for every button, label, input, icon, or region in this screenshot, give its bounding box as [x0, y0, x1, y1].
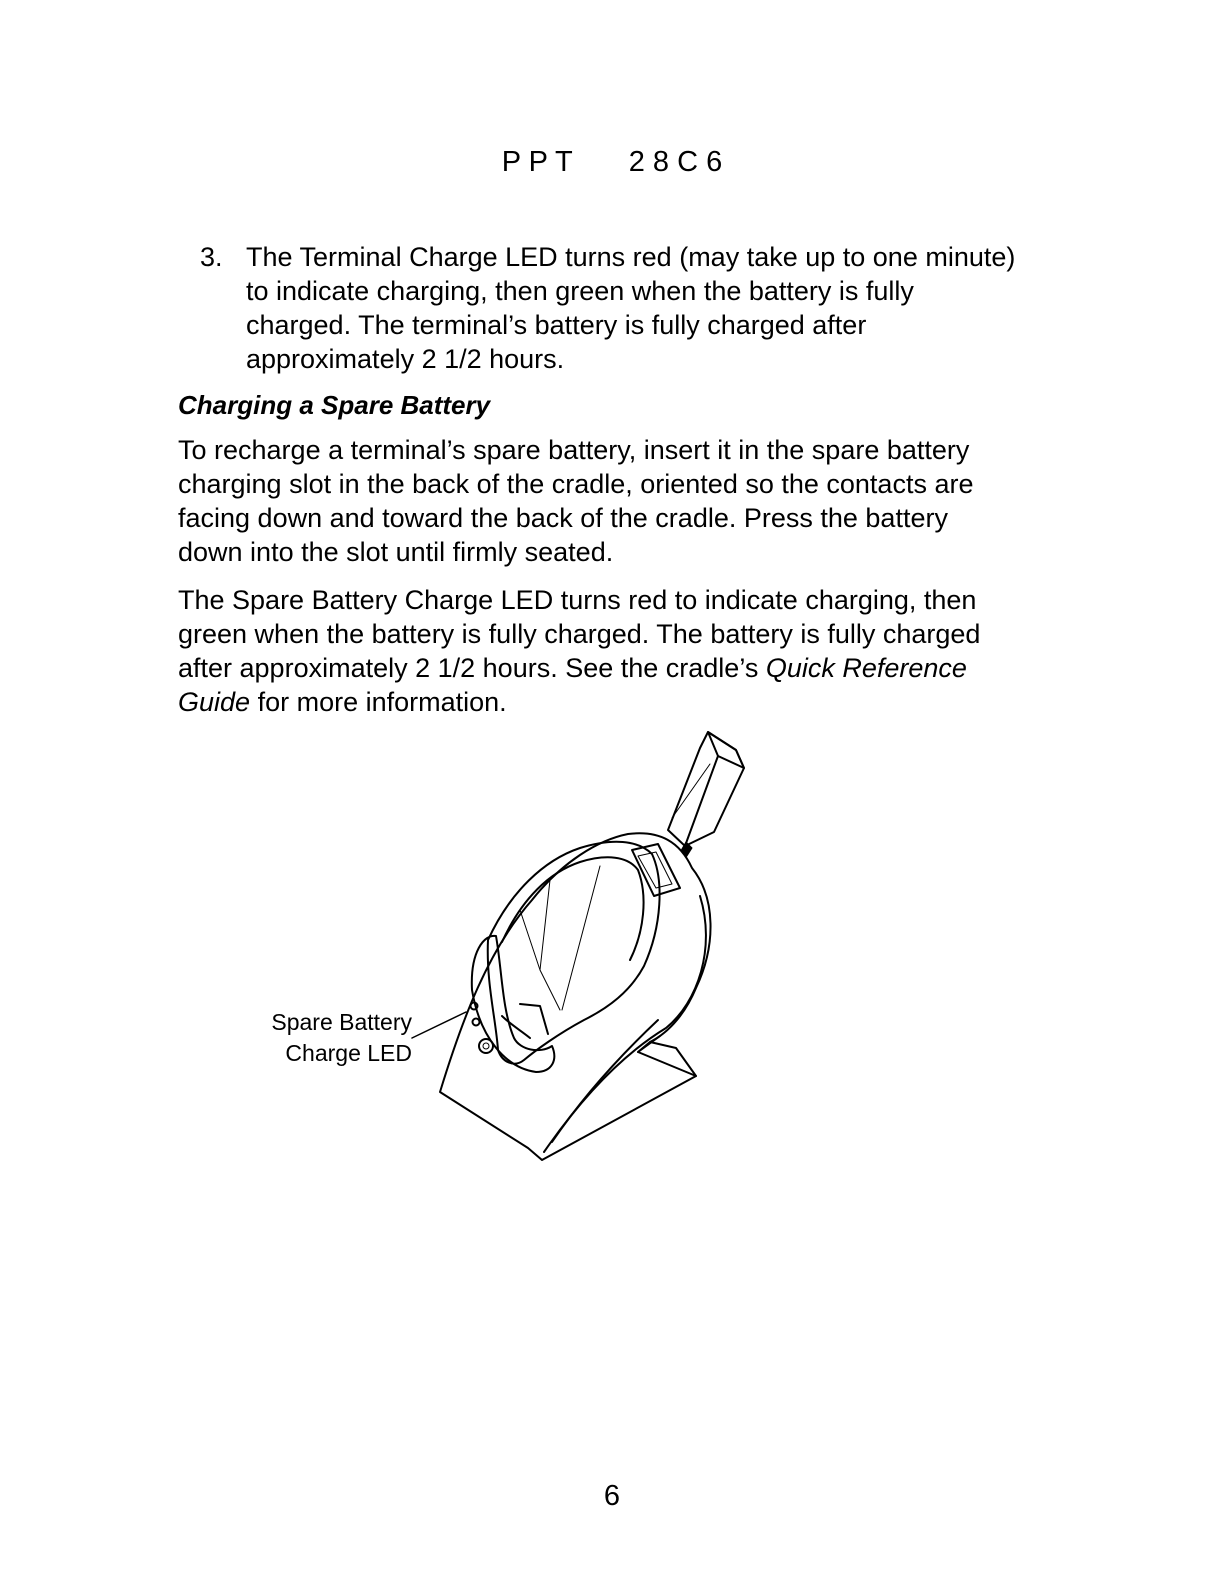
- section-title: Charging a Spare Battery: [178, 390, 491, 420]
- step-text: The Terminal Charge LED turns red (may take up to one minute) to indicate charging, then green when the battery is fully charged. The terminal’s battery is fully charged after approximately 2 1/2 hours.: [246, 242, 1016, 374]
- header-left: P P T: [501, 146, 573, 178]
- cradle-illustration: [240, 720, 760, 1170]
- quick-reference-guide-ref: Quick Reference Guide: [178, 653, 967, 717]
- cradle-figure: [240, 720, 760, 1170]
- label-leader-line: [412, 1012, 466, 1038]
- paragraph-charge-led-end: for more information.: [250, 687, 507, 717]
- paragraph-insert-battery: To recharge a terminal’s spare battery, insert it in the spare battery charging slot in the back of the cradle, oriented so the contacts are facing down and toward the back of the cradle. Press the battery down into the slot until firmly seated.: [178, 435, 974, 567]
- step-number: 3.: [200, 242, 223, 272]
- paragraph-charge-led: [178, 583, 1008, 719]
- paragraph-charge-led-text: The Spare Battery Charge LED turns red to indicate charging, then green when the battery is fully charged. The battery is fully charged after approximately 2 1/2 hours. See the cradle’s: [178, 585, 981, 683]
- cradle-body-drawing: [440, 833, 711, 1160]
- spare-battery-drawing: [668, 732, 744, 846]
- label-line-2: Charge LED: [285, 1040, 412, 1066]
- header-right: 2 8 C 6: [628, 146, 723, 178]
- page-number: 6: [603, 1480, 621, 1512]
- page-header: [0, 146, 1224, 179]
- label-line-1: Spare Battery: [271, 1009, 412, 1035]
